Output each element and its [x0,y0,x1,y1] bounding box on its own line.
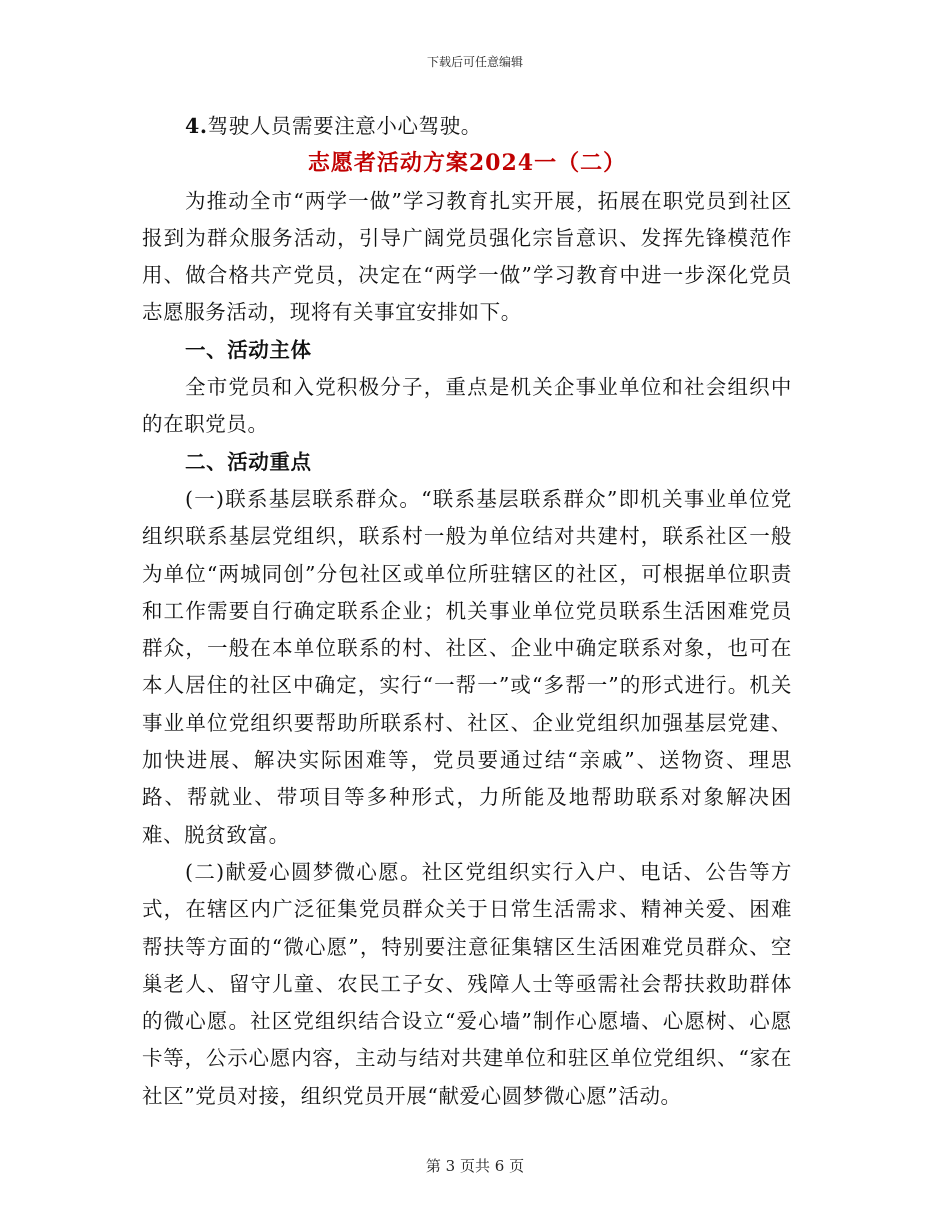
section-heading-subject: 一、活动主体 [185,337,312,362]
paragraph-subject: 全市党员和入党积极分子，重点是机关企事业单位和社会组织中的在职党员。 [142,375,792,437]
section-heading-focus: 二、活动重点 [185,449,312,474]
intro-line-text: 驾驶人员需要注意小心驾驶。 [207,114,482,138]
page-footer: 第 3 页共 6 页 [425,1157,525,1175]
paragraph-preamble: 为推动全市“两学一做”学习教育扎实开展，拓展在职党员到社区报到为群众服务活动，引导广阔党员强化宗旨意识、发挥先锋模范作用、做合格共产党员，决定在“两学一做”学习教育中进一步深化党员志愿服务活动，现将有关事宜安排如下。 [142,188,792,325]
paragraph-contact-grassroots: (一)联系基层联系群众。“联系基层联系群众”即机关事业单位党组织联系基层党组织，联系村一般为单位结对共建村，联系社区一般为单位“两城同创”分包社区或单位所驻辖区的社区，可根据单位职责和工作需要自行确定联系企业；机关事业单位党员联系生活困难党员群众，一般在本单位联系的村、社区、企业中确定联系对象，也可在本人居住的社区中确定，实行“一帮一”或“多帮一”的形式进行。机关事业单位党组织要帮助所联系村、社区、企业党组织加强基层党建、加快进展、解决实际困难等，党员要通过结“亲戚”、送物资、理思路、帮就业、带项目等多种形式，力所能及地帮助联系对象解决困难、脱贫致富。 [142,486,792,847]
paragraph-micro-wishes: (二)献爱心圆梦微心愿。社区党组织实行入户、电话、公告等方式，在辖区内广泛征集党员群众关于日常生活需求、精神关爱、困难帮扶等方面的“微心愿”，特别要注意征集辖区生活困难党员群众、空巢老人、留守儿童、农民工子女、残障人士等亟需社会帮扶救助群体的微心愿。社区党组织结合设立“爱心墙”制作心愿墙、心愿树、心愿卡等，公示心愿内容，主动与结对共建单位和驻区单位党组织、“家在社区”党员对接，组织党员开展“献爱心圆梦微心愿”活动。 [142,859,792,1108]
document-title: 志愿者活动方案2024一（二） [307,150,627,177]
document-body [142,108,792,1115]
intro-line-number: 4. [185,114,208,138]
intro-line [142,108,792,145]
page-header: 下载后可任意编辑 [426,55,523,69]
